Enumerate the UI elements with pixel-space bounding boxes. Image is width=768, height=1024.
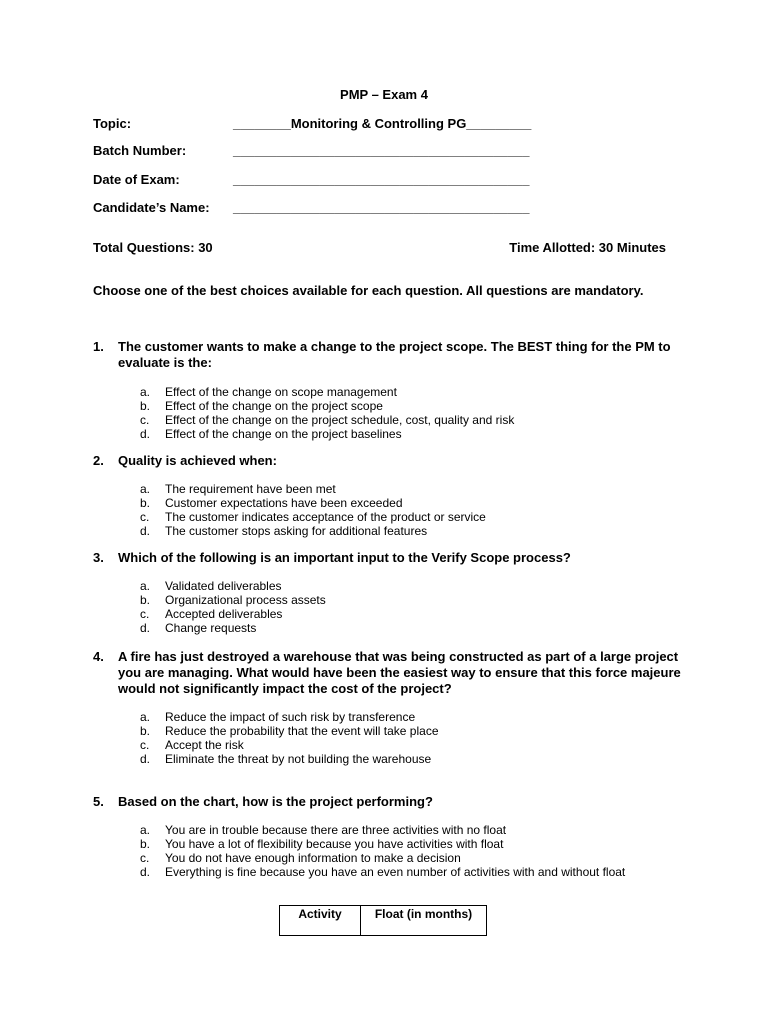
option-a: a. You are in trouble because there are three activities with no float: [140, 823, 507, 837]
candidate-name-label: Candidate’s Name:: [93, 200, 210, 215]
batch-number-label: Batch Number:: [93, 143, 187, 158]
question-text: Which of the following is an important input to the Verify Scope process?: [118, 550, 571, 565]
question-4: [93, 649, 683, 766]
question-text: The customer wants to make a change to the project scope. The BEST thing for the PM to evaluate is the:: [118, 339, 671, 370]
option-a: a. Reduce the impact of such risk by transference: [140, 710, 416, 724]
instructions: Choose one of the best choices available for each question. All questions are mandatory.: [93, 283, 644, 298]
option-b: b. Customer expectations have been exceeded: [140, 496, 403, 510]
option-b: b. Reduce the probability that the event will take place: [140, 724, 439, 738]
option-a: a. Effect of the change on scope management: [140, 385, 397, 399]
table-header-row: [280, 906, 487, 936]
batch-number-blank: _________________________________________: [233, 143, 530, 158]
question-text: Quality is achieved when:: [118, 453, 277, 468]
question-text: A fire has just destroyed a warehouse that was being constructed as part of a large project you are managing. What would have been the easiest way to ensure that this force majeure would not significantly impact the cost of the project?: [118, 649, 681, 696]
question-number: 5.: [93, 794, 104, 809]
option-c: c. The customer indicates acceptance of the product or service: [140, 510, 486, 524]
option-d: d. Everything is fine because you have an even number of activities with and without float: [140, 865, 626, 879]
question-number: 4.: [93, 649, 104, 664]
option-d: d. Change requests: [140, 621, 257, 635]
page-title: PMP – Exam 4: [340, 87, 428, 102]
option-b: b. Organizational process assets: [140, 593, 326, 607]
option-d: d. The customer stops asking for additional features: [140, 524, 428, 538]
activity-float-table: [279, 905, 487, 936]
option-d: d. Eliminate the threat by not building the warehouse: [140, 752, 432, 766]
option-c: c. You do not have enough information to make a decision: [140, 851, 461, 865]
option-c: c. Effect of the change on the project schedule, cost, quality and risk: [140, 413, 515, 427]
time-allotted: Time Allotted: 30 Minutes: [509, 240, 666, 255]
option-d: d. Effect of the change on the project baselines: [140, 427, 402, 441]
date-of-exam-blank: _________________________________________: [233, 172, 530, 187]
question-1: [93, 339, 683, 441]
question-text: Based on the chart, how is the project performing?: [118, 794, 433, 809]
question-5: [93, 794, 683, 879]
topic-value: ________Monitoring & Controlling PG_________: [233, 116, 532, 131]
option-b: b. Effect of the change on the project scope: [140, 399, 383, 413]
question-number: 3.: [93, 550, 104, 565]
option-b: b. You have a lot of flexibility because you have activities with float: [140, 837, 504, 851]
option-c: c. Accept the risk: [140, 738, 244, 752]
option-a: a. Validated deliverables: [140, 579, 282, 593]
column-header-float: Float (in months): [361, 906, 487, 936]
candidate-name-blank: _________________________________________: [233, 200, 530, 215]
question-number: 2.: [93, 453, 104, 468]
total-questions: Total Questions: 30: [93, 240, 213, 255]
column-header-activity: Activity: [280, 906, 361, 936]
question-3: [93, 550, 683, 635]
topic-label: Topic:: [93, 116, 132, 131]
date-of-exam-label: Date of Exam:: [93, 172, 180, 187]
question-number: 1.: [93, 339, 104, 354]
option-a: a. The requirement have been met: [140, 482, 336, 496]
question-2: [93, 453, 683, 538]
option-c: c. Accepted deliverables: [140, 607, 283, 621]
